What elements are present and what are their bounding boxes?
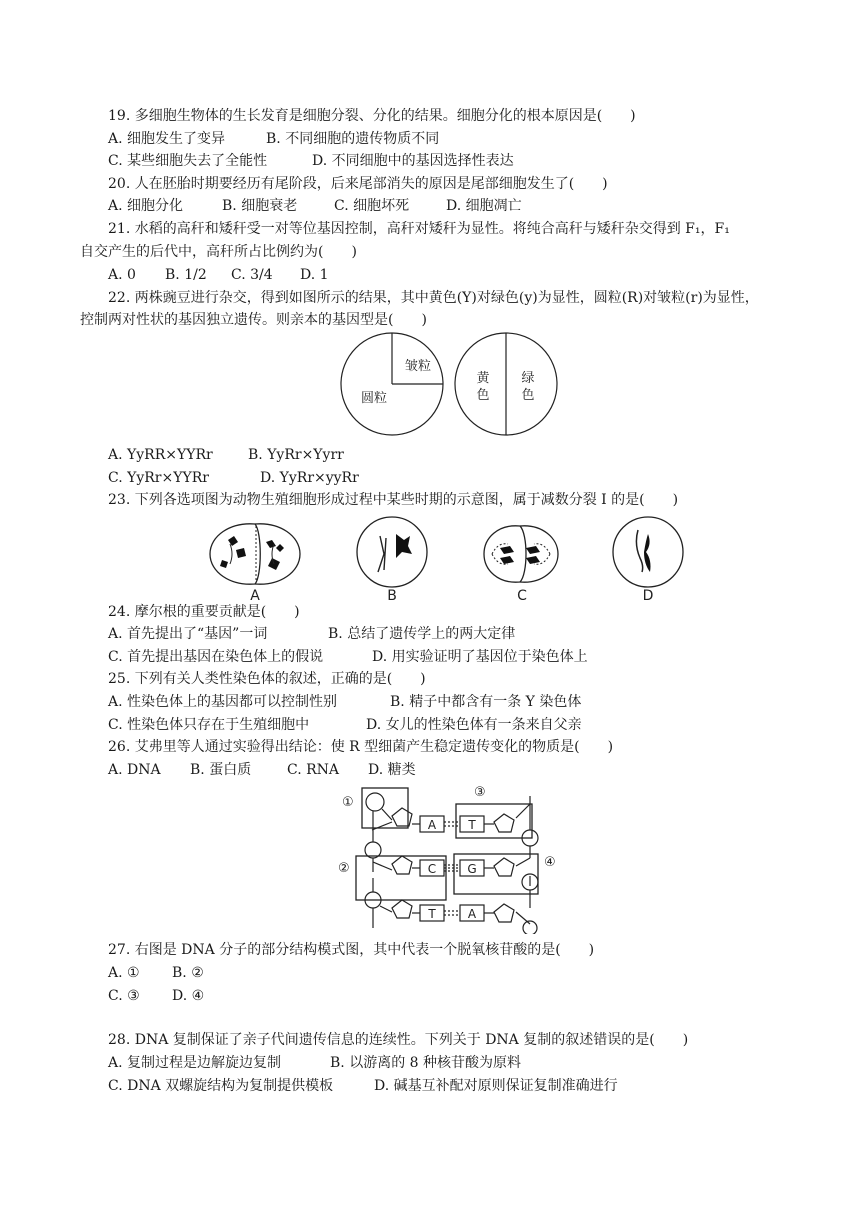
q20-option-b: B. 细胞衰老 (222, 198, 298, 214)
q23-stem: 23. 下列各选项图为动物生殖细胞形成过程中某些时期的示意图，属于减数分裂 I 的是( ) (108, 492, 679, 508)
q21-stem-line2: 自交产生的后代中，高秆所占比例约为( ) (80, 244, 357, 260)
cell-d (613, 517, 683, 587)
q24-stem: 24. 摩尔根的重要贡献是( ) (108, 604, 300, 620)
q20-option-c: C. 细胞坏死 (334, 198, 410, 214)
q19-option-d: D. 不同细胞中的基因选择性表达 (312, 153, 514, 169)
pie-label-wrinkled: 皱粒 (404, 359, 432, 374)
q26-option-d: D. 糖类 (368, 762, 416, 778)
q25-stem: 25. 下列有关人类性染色体的叙述，正确的是( ) (108, 671, 426, 687)
dna-base-a1: A (427, 818, 437, 832)
dna-marker-4: ④ (544, 855, 556, 870)
q28-option-d: D. 碱基互补配对原则保证复制准确进行 (374, 1078, 618, 1094)
q25-option-b: B. 精子中都含有一条 Y 染色体 (390, 694, 582, 710)
q20-option-d: D. 细胞凋亡 (446, 198, 522, 214)
dna-base-t1: T (468, 818, 476, 832)
q25-option-d: D. 女儿的性染色体有一条来自父亲 (366, 717, 582, 733)
q27-option-c: C. ③ (108, 988, 140, 1004)
q24-option-a: A. 首先提出了“基因”一词 (108, 626, 268, 642)
q19-option-c: C. 某些细胞失去了全能性 (108, 153, 268, 169)
q28-stem: 28. DNA 复制保证了亲子代间遗传信息的连续性。下列关于 DNA 复制的叙述错误的是( ) (108, 1032, 689, 1048)
q20-stem: 20. 人在胚胎时期要经历有尾阶段，后来尾部消失的原因是尾部细胞发生了( ) (108, 176, 608, 192)
q21-option-d: D. 1 (300, 267, 329, 283)
q22-option-a: A. YyRR×YYRr (108, 447, 213, 463)
dna-structure-figure (330, 782, 570, 934)
cell-label-c: C (517, 588, 527, 604)
q19-stem: 19. 多细胞生物体的生长发育是细胞分裂、分化的结果。细胞分化的根本原因是( ) (108, 108, 636, 124)
pie-label-yellow-2: 色 (476, 388, 490, 403)
cell-a (210, 524, 300, 584)
dna-marker-1: ① (342, 795, 354, 810)
dna-base-t2: T (428, 907, 436, 921)
pie-label-yellow-1: 黄 (476, 371, 490, 386)
q24-option-d: D. 用实验证明了基因位于染色体上 (372, 649, 588, 665)
pie-label-round: 圆粒 (360, 391, 388, 406)
pie-label-green-1: 绿 (521, 371, 535, 386)
q27-stem: 27. 右图是 DNA 分子的部分结构模式图，其中代表一个脱氧核苷酸的是( ) (108, 942, 595, 958)
q23-cell-figures (200, 514, 700, 606)
q28-option-b: B. 以游离的 8 种核苷酸为原料 (330, 1055, 521, 1071)
q22-option-c: C. YyRr×YYRr (108, 470, 209, 486)
pie-seed-color (455, 333, 557, 435)
cell-label-d: D (642, 588, 654, 604)
q26-option-c: C. RNA (287, 762, 340, 778)
dna-base-a2: A (467, 907, 477, 921)
q22-stem-line2: 控制两对性状的基因独立遗传。则亲本的基因型是( ) (80, 312, 427, 328)
q28-option-a: A. 复制过程是边解旋边复制 (108, 1055, 282, 1071)
q25-option-c: C. 性染色体只存在于生殖细胞中 (108, 717, 310, 733)
cell-label-b: B (387, 588, 397, 604)
dna-base-g: G (467, 862, 477, 876)
q19-option-a: A. 细胞发生了变异 (108, 131, 226, 147)
q22-option-b: B. YyRr×Yyrr (248, 447, 344, 463)
q27-option-b: B. ② (172, 965, 204, 981)
cell-c (484, 526, 558, 582)
dna-marker-3: ③ (474, 785, 486, 800)
q24-option-c: C. 首先提出基因在染色体上的假说 (108, 649, 324, 665)
q19-option-b: B. 不同细胞的遗传物质不同 (266, 131, 440, 147)
dna-base-c: C (427, 862, 437, 876)
q21-stem-line1: 21. 水稻的高秆和矮秆受一对等位基因控制，高秆对矮秆为显性。将纯合高秆与矮秆杂交得到 F₁，F₁ (108, 221, 730, 237)
q26-option-b: B. 蛋白质 (190, 762, 252, 778)
q26-stem: 26. 艾弗里等人通过实验得出结论：使 R 型细菌产生稳定遗传变化的物质是( ) (108, 739, 614, 755)
q26-option-a: A. DNA (108, 762, 161, 778)
q28-option-c: C. DNA 双螺旋结构为复制提供模板 (108, 1078, 334, 1094)
q25-option-a: A. 性染色体上的基因都可以控制性别 (108, 694, 338, 710)
q27-option-d: D. ④ (172, 988, 205, 1004)
q21-option-b: B. 1/2 (165, 267, 207, 283)
dna-marker-2: ② (338, 861, 350, 876)
pie-seed-shape (341, 333, 443, 435)
q24-option-b: B. 总结了遗传学上的两大定律 (328, 626, 516, 642)
q27-option-a: A. ① (108, 965, 140, 981)
q21-option-c: C. 3/4 (231, 267, 273, 283)
cell-label-a: A (250, 588, 260, 604)
pie-label-green-2: 色 (521, 388, 535, 403)
cell-b (357, 517, 427, 587)
q22-option-d: D. YyRr×yyRr (260, 470, 359, 486)
q21-option-a: A. 0 (108, 267, 136, 283)
q22-stem-line1: 22. 两株豌豆进行杂交，得到如图所示的结果，其中黄色(Y)对绿色(y)为显性，圆粒(R)对皱粒(r)为显性， (108, 290, 759, 306)
q22-pie-figure (330, 332, 570, 440)
q20-option-a: A. 细胞分化 (108, 198, 184, 214)
